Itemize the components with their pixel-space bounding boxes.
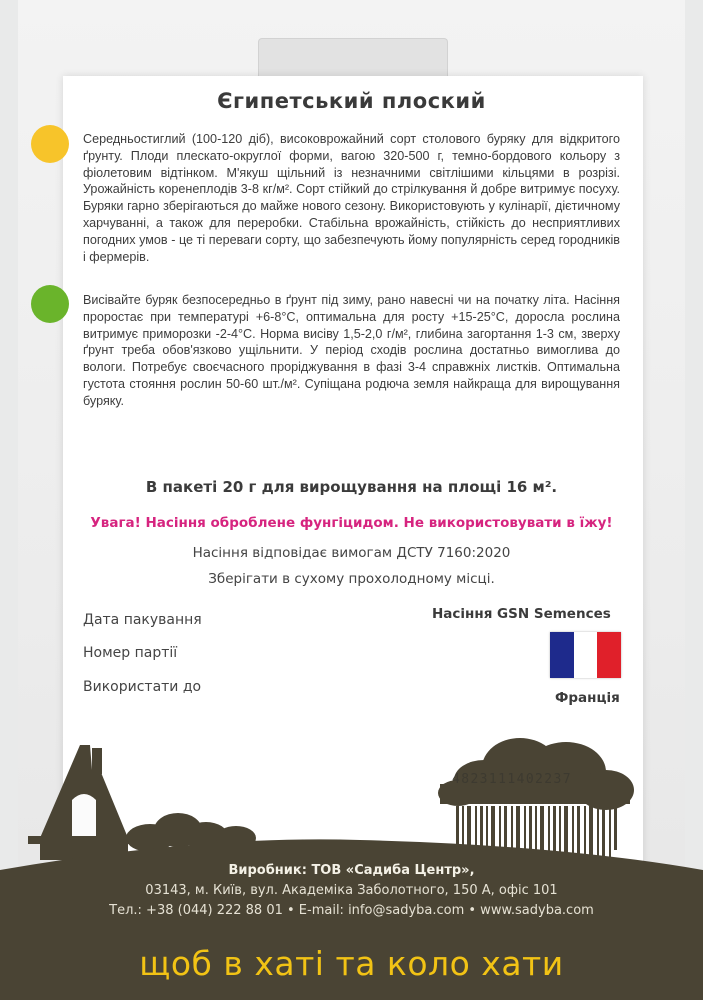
use-by-label: Використати до: [83, 679, 202, 695]
dstu-compliance: Насіння відповідає вимогам ДСТУ 7160:2020: [192, 545, 511, 561]
package-info: В пакеті 20 г для вирощування на площі 16 м².: [145, 478, 558, 496]
manufacturer-address: 03143, м. Київ, вул. Академіка Заболотного, 150 А, офіс 101: [145, 883, 558, 898]
house-icon: [28, 745, 138, 860]
green-dot-icon: [31, 285, 69, 323]
manufacturer-contacts: Тел.: +38 (044) 222 88 01 • E-mail: info@sadyba.com • www.sadyba.com: [109, 903, 594, 918]
yellow-dot-icon: [31, 125, 69, 163]
barcode-number: 4823111402237: [452, 772, 572, 787]
storage-note: Зберігати в сухому прохолодному місці.: [208, 571, 495, 587]
pack-date-label: Дата пакування: [83, 612, 202, 628]
brand-slogan: щоб в хаті та коло хати: [139, 944, 564, 983]
france-flag-icon: [550, 632, 621, 678]
variety-description: Середньостиглий (100-120 діб), високоврожайний сорт столового буряку для відкритого ґрунту. Плоди плескато-округлої форми, вагою 320-500 г, темно-бордового кольору з фіолетовим відтінком. М'якуш щільний із незначними світлішими кільцями в розрізі. Урожайність коренеплодів 3-8 кг/м². Сорт стійкий до стрілкування й добре витримує посуху. Буряки гарно зберігаються до майже нового сезону. Використовують у кулінарії, дієтичному харчуванні, а також для переробки. Стабільна врожайність, стійкість до несприятливих погодних умов - це ті переваги сорту, що забезпечують йому популярність серед городників і фермерів.: [83, 132, 620, 264]
product-title: Єгипетський плоский: [217, 89, 486, 113]
manufacturer: Виробник: ТОВ «Садиба Центр»,: [228, 863, 475, 878]
sowing-instructions: Висівайте буряк безпосередньо в ґрунт під зиму, рано навесні чи на початку літа. Насіння проростає при температурі +6-8°С, оптимальна для росту +15-25°С, доросла рослина витримує приморозки -2-4°С. Норма висіву 1,5-2,0 г/м², глибина загортання 1-3 см, зверху ґрунт треба обов'язково ущільнити. У період сходів рослина достатньо вимоглива до вологи. Потребує своєчасного проріджування в фазі 3-4 справжніх листків. Оптимальна густота стояння рослин 50-60 шт./м². Супіщана родюча земля найкраща для вирощування буряку.: [83, 293, 620, 408]
fungicide-warning: Увага! Насіння оброблене фунгіцидом. Не використовувати в їжу!: [90, 515, 613, 531]
supplier-name: Насіння GSN Semences: [432, 606, 611, 622]
batch-number-label: Номер партії: [83, 645, 178, 661]
country-name: Франція: [555, 690, 620, 706]
